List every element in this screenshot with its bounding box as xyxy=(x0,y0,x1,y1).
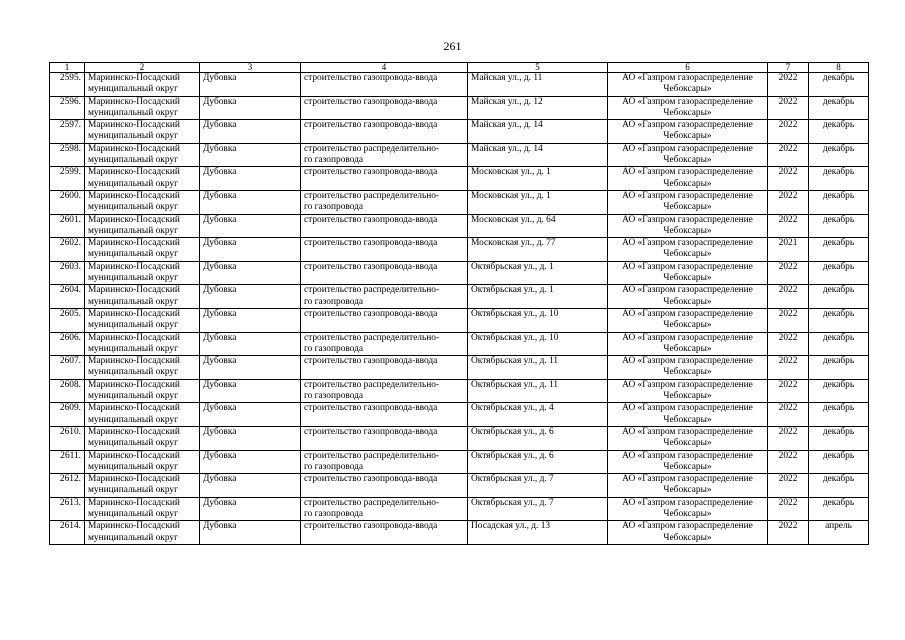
page-number: 261 xyxy=(443,39,462,53)
district-line: Мариинско-Посадский xyxy=(88,497,180,508)
locality-cell: Дубовка xyxy=(200,120,301,144)
work-type-line: строительство газопровода-ввода xyxy=(304,474,438,485)
year-cell: 2022 xyxy=(768,474,809,498)
work-type-line: строительство газопровода-ввода xyxy=(304,120,438,131)
month-cell: декабрь xyxy=(809,96,869,120)
work-type-cell xyxy=(301,474,468,498)
work-type-line: строительство газопровода-ввода xyxy=(304,73,438,83)
work-type-line: строительство распределительно- xyxy=(304,497,440,508)
organization-cell xyxy=(608,450,768,474)
work-type-line: строительство распределительно- xyxy=(304,450,440,461)
organization-cell xyxy=(608,120,768,144)
column-number-row xyxy=(50,63,869,73)
organization-line: Чебоксары» xyxy=(663,508,712,519)
year-cell: 2022 xyxy=(768,403,809,427)
locality-cell: Дубовка xyxy=(200,167,301,191)
work-type-line: строительство газопровода-ввода xyxy=(304,356,438,367)
month-cell: декабрь xyxy=(809,426,869,450)
table-row xyxy=(50,261,869,285)
year-cell: 2022 xyxy=(768,167,809,191)
district-cell xyxy=(85,403,200,427)
district-line: Мариинско-Посадский xyxy=(88,238,180,249)
district-line: Мариинско-Посадский xyxy=(88,356,180,367)
locality-cell: Дубовка xyxy=(200,308,301,332)
locality-cell: Дубовка xyxy=(200,214,301,238)
month-cell: декабрь xyxy=(809,73,869,97)
table-row xyxy=(50,403,869,427)
organization-line: АО «Газпром газораспределение xyxy=(622,474,753,485)
work-type-cell xyxy=(301,261,468,285)
organization-line: АО «Газпром газораспределение xyxy=(622,261,753,272)
organization-cell xyxy=(608,238,768,262)
month-cell: декабрь xyxy=(809,379,869,403)
organization-line: АО «Газпром газораспределение xyxy=(622,450,753,461)
organization-line: АО «Газпром газораспределение xyxy=(622,285,753,296)
organization-cell xyxy=(608,73,768,97)
table-row xyxy=(50,379,869,403)
organization-line: Чебоксары» xyxy=(663,367,712,378)
locality-cell: Дубовка xyxy=(200,426,301,450)
table-row xyxy=(50,426,869,450)
work-type-cell xyxy=(301,214,468,238)
district-line: муниципальный округ xyxy=(88,532,178,543)
work-type-cell xyxy=(301,379,468,403)
work-type-line: строительство газопровода-ввода xyxy=(304,308,438,319)
year-cell: 2022 xyxy=(768,450,809,474)
work-type-cell xyxy=(301,332,468,356)
organization-line: АО «Газпром газораспределение xyxy=(622,403,753,414)
table-row xyxy=(50,143,869,167)
district-line: муниципальный округ xyxy=(88,225,178,236)
month-cell: декабрь xyxy=(809,261,869,285)
year-cell: 2022 xyxy=(768,120,809,144)
table-row xyxy=(50,214,869,238)
month-cell: декабрь xyxy=(809,120,869,144)
organization-line: Чебоксары» xyxy=(663,296,712,307)
district-line: Мариинско-Посадский xyxy=(88,214,180,225)
organization-line: Чебоксары» xyxy=(663,273,712,284)
work-type-line: строительство газопровода-ввода xyxy=(304,96,438,107)
month-cell: декабрь xyxy=(809,332,869,356)
address-cell: Майская ул., д. 12 xyxy=(468,96,608,120)
work-type-line: го газопровода xyxy=(304,508,364,519)
row-number-cell: 2612. xyxy=(50,474,85,498)
district-line: Мариинско-Посадский xyxy=(88,403,180,414)
organization-line: АО «Газпром газораспределение xyxy=(622,379,753,390)
address-cell: Московская ул., д. 77 xyxy=(468,238,608,262)
address-cell: Октябрьская ул., д. 1 xyxy=(468,261,608,285)
organization-line: Чебоксары» xyxy=(663,178,712,189)
district-cell xyxy=(85,450,200,474)
address-cell: Октябрьская ул., д. 10 xyxy=(468,332,608,356)
table-row xyxy=(50,474,869,498)
district-line: муниципальный округ xyxy=(88,155,178,166)
organization-line: АО «Газпром газораспределение xyxy=(622,356,753,367)
row-number-cell: 2604. xyxy=(50,285,85,309)
table-row xyxy=(50,167,869,191)
column-header: 1 xyxy=(50,63,85,73)
organization-line: Чебоксары» xyxy=(663,131,712,142)
organization-line: Чебоксары» xyxy=(663,249,712,260)
organization-cell xyxy=(608,497,768,521)
locality-cell: Дубовка xyxy=(200,190,301,214)
work-type-cell xyxy=(301,497,468,521)
work-type-cell xyxy=(301,403,468,427)
district-line: муниципальный округ xyxy=(88,320,178,331)
district-line: муниципальный округ xyxy=(88,391,178,402)
organization-line: Чебоксары» xyxy=(663,532,712,543)
district-line: муниципальный округ xyxy=(88,508,178,519)
organization-line: Чебоксары» xyxy=(663,202,712,213)
district-cell xyxy=(85,190,200,214)
organization-cell xyxy=(608,521,768,545)
organization-cell xyxy=(608,332,768,356)
organization-line: Чебоксары» xyxy=(663,461,712,472)
organization-cell xyxy=(608,379,768,403)
organization-line: Чебоксары» xyxy=(663,320,712,331)
year-cell: 2022 xyxy=(768,285,809,309)
address-cell: Октябрьская ул., д. 7 xyxy=(468,497,608,521)
address-cell: Майская ул., д. 11 xyxy=(468,73,608,97)
organization-line: АО «Газпром газораспределение xyxy=(622,332,753,343)
row-number-cell: 2599. xyxy=(50,167,85,191)
district-line: муниципальный округ xyxy=(88,249,178,260)
district-cell xyxy=(85,73,200,97)
district-line: муниципальный округ xyxy=(88,485,178,496)
table-row xyxy=(50,356,869,380)
district-cell xyxy=(85,308,200,332)
address-cell: Октябрьская ул., д. 6 xyxy=(468,426,608,450)
work-type-cell xyxy=(301,450,468,474)
column-header: 2 xyxy=(85,63,200,73)
table-row xyxy=(50,497,869,521)
table-row xyxy=(50,120,869,144)
address-cell: Октябрьская ул., д. 10 xyxy=(468,308,608,332)
work-type-cell xyxy=(301,238,468,262)
work-type-line: строительство распределительно- xyxy=(304,285,440,296)
year-cell: 2022 xyxy=(768,308,809,332)
work-type-line: строительство распределительно- xyxy=(304,379,440,390)
month-cell: декабрь xyxy=(809,190,869,214)
column-header: 4 xyxy=(301,63,468,73)
work-type-line: го газопровода xyxy=(304,343,364,354)
locality-cell: Дубовка xyxy=(200,356,301,380)
address-cell: Московская ул., д. 1 xyxy=(468,190,608,214)
district-cell xyxy=(85,120,200,144)
district-cell xyxy=(85,261,200,285)
organization-line: АО «Газпром газораспределение xyxy=(622,120,753,131)
district-cell xyxy=(85,238,200,262)
organization-line: АО «Газпром газораспределение xyxy=(622,214,753,225)
row-number-cell: 2600. xyxy=(50,190,85,214)
work-type-line: строительство газопровода-ввода xyxy=(304,238,438,249)
address-cell: Майская ул., д. 14 xyxy=(468,143,608,167)
organization-cell xyxy=(608,143,768,167)
work-type-cell xyxy=(301,426,468,450)
year-cell: 2022 xyxy=(768,190,809,214)
work-type-cell xyxy=(301,521,468,545)
organization-cell xyxy=(608,214,768,238)
table-row xyxy=(50,190,869,214)
table-row xyxy=(50,96,869,120)
district-cell xyxy=(85,356,200,380)
district-line: муниципальный округ xyxy=(88,131,178,142)
work-type-line: строительство газопровода-ввода xyxy=(304,167,438,178)
month-cell: апрель xyxy=(809,521,869,545)
locality-cell: Дубовка xyxy=(200,143,301,167)
organization-line: АО «Газпром газораспределение xyxy=(622,497,753,508)
month-cell: декабрь xyxy=(809,403,869,427)
district-cell xyxy=(85,474,200,498)
district-line: Мариинско-Посадский xyxy=(88,285,180,296)
organization-line: Чебоксары» xyxy=(663,225,712,236)
work-type-cell xyxy=(301,285,468,309)
work-type-line: строительство газопровода-ввода xyxy=(304,426,438,437)
district-cell xyxy=(85,521,200,545)
year-cell: 2022 xyxy=(768,332,809,356)
organization-line: АО «Газпром газораспределение xyxy=(622,308,753,319)
year-cell: 2022 xyxy=(768,96,809,120)
month-cell: декабрь xyxy=(809,497,869,521)
district-line: Мариинско-Посадский xyxy=(88,261,180,272)
work-type-cell xyxy=(301,143,468,167)
column-header: 8 xyxy=(809,63,869,73)
organization-line: АО «Газпром газораспределение xyxy=(622,238,753,249)
month-cell: декабрь xyxy=(809,238,869,262)
organization-line: АО «Газпром газораспределение xyxy=(622,167,753,178)
district-line: муниципальный округ xyxy=(88,438,178,449)
work-type-line: строительство распределительно- xyxy=(304,190,440,201)
district-line: муниципальный округ xyxy=(88,107,178,118)
district-cell xyxy=(85,379,200,403)
district-line: муниципальный округ xyxy=(88,202,178,213)
row-number-cell: 2611. xyxy=(50,450,85,474)
organization-line: АО «Газпром газораспределение xyxy=(622,521,753,532)
locality-cell: Дубовка xyxy=(200,73,301,97)
row-number-cell: 2595. xyxy=(50,73,85,97)
organization-cell xyxy=(608,356,768,380)
organization-line: Чебоксары» xyxy=(663,391,712,402)
table-row xyxy=(50,450,869,474)
district-cell xyxy=(85,143,200,167)
work-type-cell xyxy=(301,73,468,97)
district-cell xyxy=(85,332,200,356)
table-row xyxy=(50,285,869,309)
district-line: Мариинско-Посадский xyxy=(88,96,180,107)
organization-cell xyxy=(608,285,768,309)
work-type-cell xyxy=(301,356,468,380)
district-cell xyxy=(85,285,200,309)
organization-line: Чебоксары» xyxy=(663,84,712,95)
year-cell: 2022 xyxy=(768,214,809,238)
district-cell xyxy=(85,167,200,191)
year-cell: 2022 xyxy=(768,261,809,285)
organization-line: Чебоксары» xyxy=(663,414,712,425)
registry-table xyxy=(49,62,869,545)
district-line: муниципальный округ xyxy=(88,273,178,284)
locality-cell: Дубовка xyxy=(200,450,301,474)
row-number-cell: 2614. xyxy=(50,521,85,545)
locality-cell: Дубовка xyxy=(200,521,301,545)
row-number-cell: 2605. xyxy=(50,308,85,332)
address-cell: Октябрьская ул., д. 4 xyxy=(468,403,608,427)
locality-cell: Дубовка xyxy=(200,238,301,262)
organization-line: Чебоксары» xyxy=(663,343,712,354)
locality-cell: Дубовка xyxy=(200,497,301,521)
column-header: 5 xyxy=(468,63,608,73)
year-cell: 2022 xyxy=(768,356,809,380)
work-type-cell xyxy=(301,308,468,332)
month-cell: декабрь xyxy=(809,285,869,309)
organization-line: Чебоксары» xyxy=(663,438,712,449)
work-type-line: го газопровода xyxy=(304,461,364,472)
locality-cell: Дубовка xyxy=(200,96,301,120)
organization-cell xyxy=(608,167,768,191)
work-type-line: строительство распределительно- xyxy=(304,332,440,343)
district-line: Мариинско-Посадский xyxy=(88,426,180,437)
table-row xyxy=(50,308,869,332)
district-line: Мариинско-Посадский xyxy=(88,143,180,154)
table-row xyxy=(50,238,869,262)
locality-cell: Дубовка xyxy=(200,403,301,427)
year-cell: 2022 xyxy=(768,521,809,545)
district-line: муниципальный округ xyxy=(88,367,178,378)
district-line: Мариинско-Посадский xyxy=(88,73,180,83)
year-cell: 2022 xyxy=(768,426,809,450)
row-number-cell: 2609. xyxy=(50,403,85,427)
work-type-line: го газопровода xyxy=(304,155,364,166)
month-cell: декабрь xyxy=(809,167,869,191)
organization-line: Чебоксары» xyxy=(663,485,712,496)
district-line: Мариинско-Посадский xyxy=(88,308,180,319)
district-line: Мариинско-Посадский xyxy=(88,190,180,201)
row-number-cell: 2606. xyxy=(50,332,85,356)
district-cell xyxy=(85,96,200,120)
work-type-cell xyxy=(301,190,468,214)
table-row xyxy=(50,73,869,97)
address-cell: Октябрьская ул., д. 7 xyxy=(468,474,608,498)
organization-cell xyxy=(608,308,768,332)
address-cell: Октябрьская ул., д. 1 xyxy=(468,285,608,309)
table-row xyxy=(50,332,869,356)
column-header: 3 xyxy=(200,63,301,73)
district-line: муниципальный округ xyxy=(88,414,178,425)
year-cell: 2021 xyxy=(768,238,809,262)
district-line: Мариинско-Посадский xyxy=(88,120,180,131)
organization-cell xyxy=(608,261,768,285)
row-number-cell: 2601. xyxy=(50,214,85,238)
column-header: 6 xyxy=(608,63,768,73)
organization-cell xyxy=(608,190,768,214)
organization-line: АО «Газпром газораспределение xyxy=(622,73,753,83)
district-line: Мариинско-Посадский xyxy=(88,450,180,461)
month-cell: декабрь xyxy=(809,308,869,332)
month-cell: декабрь xyxy=(809,450,869,474)
district-line: Мариинско-Посадский xyxy=(88,521,180,532)
locality-cell: Дубовка xyxy=(200,379,301,403)
year-cell: 2022 xyxy=(768,379,809,403)
address-cell: Майская ул., д. 14 xyxy=(468,120,608,144)
year-cell: 2022 xyxy=(768,73,809,97)
locality-cell: Дубовка xyxy=(200,332,301,356)
row-number-cell: 2598. xyxy=(50,143,85,167)
table-body xyxy=(50,73,869,545)
address-cell: Московская ул., д. 1 xyxy=(468,167,608,191)
column-header: 7 xyxy=(768,63,809,73)
row-number-cell: 2603. xyxy=(50,261,85,285)
district-line: Мариинско-Посадский xyxy=(88,379,180,390)
month-cell: декабрь xyxy=(809,214,869,238)
organization-cell xyxy=(608,403,768,427)
district-line: муниципальный округ xyxy=(88,178,178,189)
address-cell: Посадская ул., д. 13 xyxy=(468,521,608,545)
locality-cell: Дубовка xyxy=(200,261,301,285)
work-type-cell xyxy=(301,167,468,191)
district-cell xyxy=(85,214,200,238)
row-number-cell: 2608. xyxy=(50,379,85,403)
work-type-cell xyxy=(301,96,468,120)
organization-line: АО «Газпром газораспределение xyxy=(622,190,753,201)
work-type-line: го газопровода xyxy=(304,202,364,213)
year-cell: 2022 xyxy=(768,497,809,521)
row-number-cell: 2602. xyxy=(50,238,85,262)
row-number-cell: 2610. xyxy=(50,426,85,450)
district-line: Мариинско-Посадский xyxy=(88,167,180,178)
work-type-cell xyxy=(301,120,468,144)
district-cell xyxy=(85,497,200,521)
table-row xyxy=(50,521,869,545)
district-line: Мариинско-Посадский xyxy=(88,474,180,485)
month-cell: декабрь xyxy=(809,474,869,498)
organization-line: АО «Газпром газораспределение xyxy=(622,143,753,154)
work-type-line: строительство газопровода-ввода xyxy=(304,261,438,272)
address-cell: Московская ул., д. 64 xyxy=(468,214,608,238)
row-number-cell: 2613. xyxy=(50,497,85,521)
work-type-line: строительство газопровода-ввода xyxy=(304,403,438,414)
locality-cell: Дубовка xyxy=(200,474,301,498)
work-type-line: го газопровода xyxy=(304,296,364,307)
organization-cell xyxy=(608,426,768,450)
work-type-line: строительство газопровода-ввода xyxy=(304,214,438,225)
organization-line: АО «Газпром газораспределение xyxy=(622,96,753,107)
locality-cell: Дубовка xyxy=(200,285,301,309)
row-number-cell: 2597. xyxy=(50,120,85,144)
address-cell: Октябрьская ул., д. 11 xyxy=(468,356,608,380)
month-cell: декабрь xyxy=(809,356,869,380)
organization-line: АО «Газпром газораспределение xyxy=(622,426,753,437)
year-cell: 2022 xyxy=(768,143,809,167)
work-type-line: строительство распределительно- xyxy=(304,143,440,154)
month-cell: декабрь xyxy=(809,143,869,167)
district-line: Мариинско-Посадский xyxy=(88,332,180,343)
district-cell xyxy=(85,426,200,450)
address-cell: Октябрьская ул., д. 6 xyxy=(468,450,608,474)
district-line: муниципальный округ xyxy=(88,296,178,307)
address-cell: Октябрьская ул., д. 11 xyxy=(468,379,608,403)
row-number-cell: 2596. xyxy=(50,96,85,120)
organization-line: Чебоксары» xyxy=(663,107,712,118)
organization-cell xyxy=(608,96,768,120)
district-line: муниципальный округ xyxy=(88,461,178,472)
organization-line: Чебоксары» xyxy=(663,155,712,166)
work-type-line: го газопровода xyxy=(304,391,364,402)
row-number-cell: 2607. xyxy=(50,356,85,380)
district-line: муниципальный округ xyxy=(88,343,178,354)
organization-cell xyxy=(608,474,768,498)
work-type-line: строительство газопровода-ввода xyxy=(304,521,438,532)
district-line: муниципальный округ xyxy=(88,84,178,95)
